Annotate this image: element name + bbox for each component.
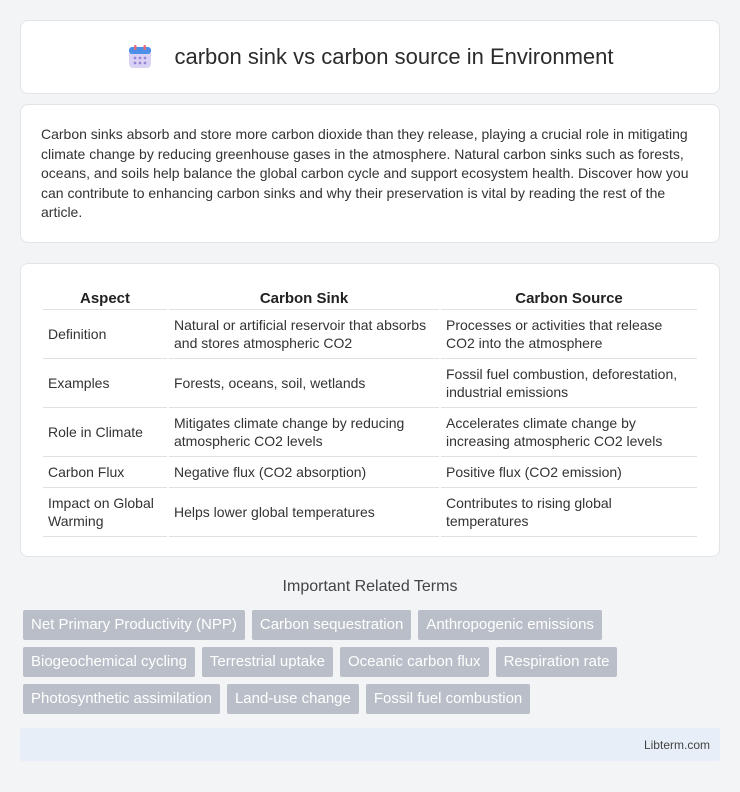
cell-sink: Helps lower global temperatures <box>169 488 439 537</box>
cell-sink: Natural or artificial reservoir that absorbs and stores atmospheric CO2 <box>169 310 439 359</box>
cell-source: Positive flux (CO2 emission) <box>441 457 697 488</box>
related-term-tag[interactable]: Photosynthetic assimilation <box>23 684 220 714</box>
cell-source: Fossil fuel combustion, deforestation, industrial emissions <box>441 359 697 408</box>
header-card <box>20 20 720 94</box>
related-term-tag[interactable]: Fossil fuel combustion <box>366 684 530 714</box>
table-row <box>43 488 697 537</box>
table-row <box>43 457 697 488</box>
related-term-tag[interactable]: Land-use change <box>227 684 359 714</box>
table-header-row <box>43 284 697 310</box>
table-row <box>43 310 697 359</box>
related-term-tag[interactable]: Anthropogenic emissions <box>418 610 602 640</box>
cell-aspect: Impact on Global Warming <box>43 488 167 537</box>
header-carbon-source: Carbon Source <box>441 284 697 310</box>
calendar-icon <box>127 44 153 70</box>
cell-source: Contributes to rising global temperatures <box>441 488 697 537</box>
comparison-table-card <box>20 263 720 557</box>
cell-aspect: Examples <box>43 359 167 408</box>
related-term-tag[interactable]: Oceanic carbon flux <box>340 647 489 677</box>
related-term-tag[interactable]: Carbon sequestration <box>252 610 411 640</box>
cell-aspect: Carbon Flux <box>43 457 167 488</box>
cell-sink: Mitigates climate change by reducing atmospheric CO2 levels <box>169 408 439 457</box>
related-terms-list <box>23 610 723 714</box>
cell-sink: Negative flux (CO2 absorption) <box>169 457 439 488</box>
comparison-table <box>41 284 699 537</box>
cell-aspect: Role in Climate <box>43 408 167 457</box>
related-term-tag[interactable]: Respiration rate <box>496 647 618 677</box>
cell-sink: Forests, oceans, soil, wetlands <box>169 359 439 408</box>
header-carbon-sink: Carbon Sink <box>169 284 439 310</box>
related-term-tag[interactable]: Terrestrial uptake <box>202 647 333 677</box>
cell-source: Processes or activities that release CO2 into the atmosphere <box>441 310 697 359</box>
intro-card <box>20 104 720 243</box>
cell-source: Accelerates climate change by increasing atmospheric CO2 levels <box>441 408 697 457</box>
footer-site-link[interactable]: Libterm.com <box>643 738 710 752</box>
related-terms-title: Important Related Terms <box>282 578 458 595</box>
table-row <box>43 408 697 457</box>
table-row <box>43 359 697 408</box>
related-term-tag[interactable]: Net Primary Productivity (NPP) <box>23 610 245 640</box>
related-term-tag[interactable]: Biogeochemical cycling <box>23 647 195 677</box>
cell-aspect: Definition <box>43 310 167 359</box>
footer <box>20 728 720 761</box>
header-aspect: Aspect <box>43 284 167 310</box>
page-title: carbon sink vs carbon source in Environment <box>174 44 614 69</box>
intro-text: Carbon sinks absorb and store more carbon dioxide than they release, playing a crucial role in mitigating climate change by reducing greenhouse gases in the atmosphere. Natural carbon sinks such as forests, oceans, and soils help balance the global carbon cycle and support ecosystem health. Discover how you can contribute to enhancing carbon sinks and why their preservation is vital by reading the rest of the article. <box>41 126 689 221</box>
